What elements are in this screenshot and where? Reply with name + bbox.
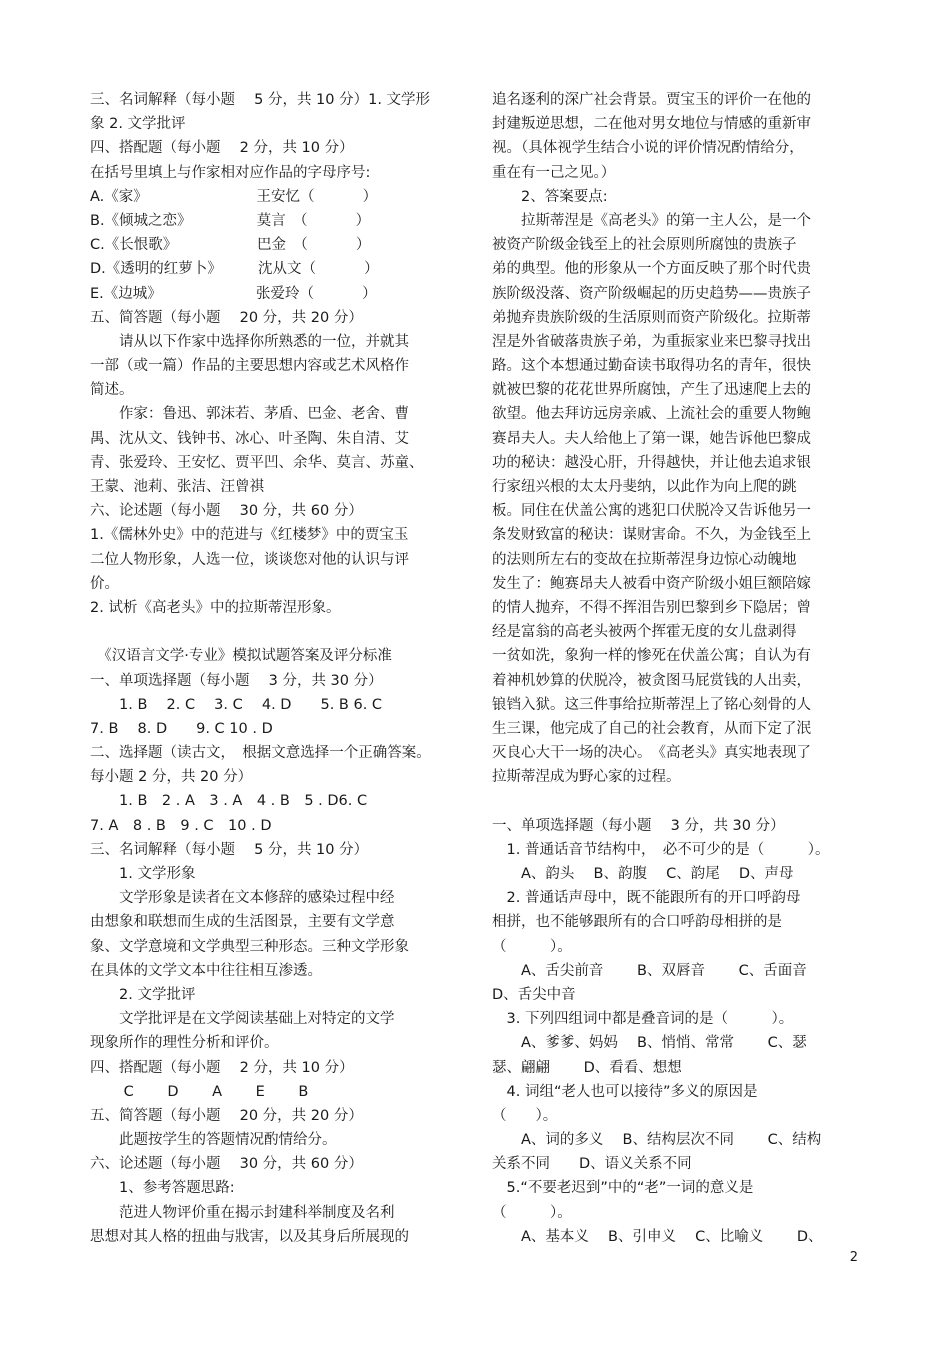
text-line: 1.《儒林外史》中的范进与《红楼梦》中的贾宝玉 xyxy=(90,527,409,544)
text-line: 7. A 8 . B 9 . C 10 . D xyxy=(90,817,272,834)
text-line: 封建叛逆思想，二在他对男女地位与情感的重新审 xyxy=(492,116,811,133)
text-line xyxy=(90,620,462,644)
text-line: A、词的多义 B、结构层次不同 C、结构 xyxy=(492,1132,822,1149)
text-line: 路。这个本想通过勤奋读书取得功名的青年，很快 xyxy=(492,358,811,375)
text-line: 六、论述题（每小题 30 分，共 60 分） xyxy=(90,503,363,520)
text-line: 文学批评是在文学阅读基础上对特定的文学 xyxy=(90,1011,395,1028)
text-line: 行家纽兴根的太太丹斐纳，以此作为向上爬的跳 xyxy=(492,479,797,495)
text-line: 2. 文学批评 xyxy=(90,986,196,1003)
text-line: 1. B 2 . A 3 . A 4 . B 5 . D6. C xyxy=(90,793,368,810)
text-line: 板。同住在伏盖公寓的逃犯口伏脱冷又告诉他另一 xyxy=(492,503,811,520)
text-line xyxy=(492,789,864,813)
text-line: A、爹爹、妈妈 B、悄悄、常常 C、瑟 xyxy=(492,1035,807,1052)
text-line: 相拼，也不能够跟所有的合口呼韵母相拼的是 xyxy=(492,914,782,931)
text-line: 欲望。他去拜访远房亲戚、上流社会的重要人物鲍 xyxy=(492,406,811,423)
text-line: 发生了：鲍赛昂夫人被看中资产阶级小姐巨额陪嫁 xyxy=(492,575,811,592)
text-line: 二、选择题（读古文， 根据文意选择一个正确答案。 xyxy=(90,745,431,762)
text-line: 条发财致富的秘诀：谋财害命。不久，为金钱至上 xyxy=(492,527,811,544)
left-column xyxy=(90,88,462,1249)
text-line: 此题按学生的答题情况酌情给分。 xyxy=(90,1132,337,1149)
text-line: 价。 xyxy=(90,575,119,592)
text-line: 被资产阶级金钱至上的社会原则所腐蚀的贵族子 xyxy=(492,237,797,254)
text-line: A、韵头 B、韵腹 C、韵尾 D、声母 xyxy=(492,866,794,882)
text-line: 一贫如洗，象狗一样的惨死在伏盖公寓；自认为有 xyxy=(492,648,811,665)
text-line: A.《家》 王安忆（ ） xyxy=(90,188,378,205)
text-line: 六、论述题（每小题 30 分，共 60 分） xyxy=(90,1156,363,1173)
text-line: 三、名词解释（每小题 5 分，共 10 分） xyxy=(90,841,369,858)
text-line: 1. 文学形象 xyxy=(90,866,196,882)
text-line: 每小题 2 分，共 20 分） xyxy=(90,769,253,786)
text-line: 一、单项选择题（每小题 3 分，共 30 分） xyxy=(492,817,785,834)
text-line: 思想对其人格的扭曲与戕害，以及其身后所展现的 xyxy=(90,1228,409,1245)
right-column xyxy=(492,88,864,1249)
text-line: 在具体的文学文本中往往相互渗透。 xyxy=(90,962,322,979)
text-line: 2. 试析《高老头》中的拉斯蒂涅形象。 xyxy=(90,599,341,616)
text-line: 就被巴黎的花花世界所腐蚀，产生了迅速爬上去的 xyxy=(492,382,811,399)
text-line: 的法则所左右的变故在拉斯蒂涅身边惊心动魄地 xyxy=(492,551,797,568)
text-line: （ ）。 xyxy=(492,1204,572,1221)
text-line: 2. 普通话声母中，既不能跟所有的开口呼韵母 xyxy=(492,890,801,907)
text-line: 弟抛弃贵族阶级的生活原则而资产阶级化。拉斯蒂 xyxy=(492,309,811,326)
text-line: 文学形象是读者在文本修辞的感染过程中经 xyxy=(90,890,395,907)
text-line: 2、答案要点: xyxy=(492,188,608,205)
text-line: 五、简答题（每小题 20 分，共 20 分） xyxy=(90,309,363,326)
text-line: 3. 下列四组词中都是叠音词的是（ ）。 xyxy=(492,1011,794,1028)
text-line: 简述。 xyxy=(90,382,134,399)
text-line: 4. 词组“老人也可以接待”多义的原因是 xyxy=(492,1083,758,1100)
text-line: 《汉语言文学·专业》模拟试题答案及评分标准 xyxy=(90,648,392,665)
text-line: 锒铛入狱。这三件事给拉斯蒂涅上了铭心刻骨的人 xyxy=(492,696,811,713)
text-line: 着神机妙算的伏脱冷，被贪图马屁赏钱的人出卖， xyxy=(492,672,811,689)
text-line: 四、搭配题（每小题 2 分，共 10 分） xyxy=(90,140,354,157)
text-line: 拉斯蒂涅是《高老头》的第一主人公，是一个 xyxy=(492,212,811,229)
text-line: 在括号里填上与作家相对应作品的字母序号: xyxy=(90,164,371,181)
text-line: 瑟、翩翩 D、看看、想想 xyxy=(492,1059,682,1076)
text-line: 追名逐利的深广社会背景。贾宝玉的评价一在他的 xyxy=(492,92,811,108)
text-line: 王蒙、池莉、张洁、汪曾祺 xyxy=(90,479,264,495)
text-line: D、舌尖中音 xyxy=(492,986,576,1003)
text-line: 请从以下作家中选择你所熟悉的一位，并就其 xyxy=(90,333,409,350)
text-line: 作家：鲁迅、郭沫若、茅盾、巴金、老舍、曹 xyxy=(90,406,409,423)
text-line: 一部（或一篇）作品的主要思想内容或艺术风格作 xyxy=(90,358,409,375)
text-line: 1、参考答题思路: xyxy=(90,1180,235,1197)
text-line: 五、简答题（每小题 20 分，共 20 分） xyxy=(90,1107,363,1124)
page-number: 2 xyxy=(849,1250,858,1265)
text-line: 象 2. 文学批评 xyxy=(90,116,186,133)
text-line: 二位人物形象，人选一位，谈谈您对他的认识与评 xyxy=(90,551,409,568)
text-line: 的情人抛弃，不得不挥泪告别巴黎到乡下隐居；曾 xyxy=(492,599,811,616)
text-line: 涅是外省破落贵族子弟，为重振家业来巴黎寻找出 xyxy=(492,333,811,350)
text-line: 范进人物评价重在揭示封建科举制度及名利 xyxy=(90,1204,395,1221)
text-line: 1. 普通话音节结构中， 必不可少的是（ ）。 xyxy=(492,841,830,858)
text-line: 赛昂夫人。夫人给他上了第一课，她告诉他巴黎成 xyxy=(492,430,811,447)
text-line: 生三课，他完成了自己的社会教育，从而下定了泯 xyxy=(492,720,811,737)
text-line: 拉斯蒂涅成为野心家的过程。 xyxy=(492,769,681,786)
text-line: A、舌尖前音 B、双唇音 C、舌面音 xyxy=(492,962,807,979)
text-line: 7. B 8. D 9. C 10 . D xyxy=(90,720,273,737)
text-line: C.《长恨歌》 巴金 （ ） xyxy=(90,237,371,254)
text-line: 视。（具体视学生结合小说的评价情况酌情给分， xyxy=(492,140,804,157)
text-line: B.《倾城之恋》 莫言 （ ） xyxy=(90,212,371,229)
text-line: 关系不同 D、语义关系不同 xyxy=(492,1156,692,1173)
text-line: A、基本义 B、引申义 C、比喻义 D、 xyxy=(492,1228,823,1245)
text-line: 1. B 2. C 3. C 4. D 5. B 6. C xyxy=(90,696,383,713)
text-line: C D A E B xyxy=(90,1083,309,1100)
text-line: （ ）。 xyxy=(492,1107,558,1124)
text-line: D.《透明的红萝卜》 沈从文（ ） xyxy=(90,261,379,278)
text-line: E.《边城》 张爱玲（ ） xyxy=(90,285,377,302)
text-line: 由想象和联想而生成的生活图景，主要有文学意 xyxy=(90,914,395,931)
text-line: 象、文学意境和文学典型三种形态。三种文学形象 xyxy=(90,938,409,955)
text-line: （ ）。 xyxy=(492,938,572,955)
text-line: 一、单项选择题（每小题 3 分，共 30 分） xyxy=(90,672,383,689)
text-line: 灭良心大干一场的决心。 《高老头》真实地表现了 xyxy=(492,745,811,762)
text-line: 重在有一己之见。） xyxy=(492,164,616,181)
text-line: 现象所作的理性分析和评价。 xyxy=(90,1035,279,1052)
text-line: 四、搭配题（每小题 2 分，共 10 分） xyxy=(90,1059,354,1076)
text-line: 禺、沈从文、钱钟书、冰心、叶圣陶、朱自清、艾 xyxy=(90,430,409,447)
text-line: 经是富翁的高老头被两个挥霍无度的女儿盘剥得 xyxy=(492,624,797,641)
text-line: 族阶级没落、资产阶级崛起的历史趋势——贵族子 xyxy=(492,285,811,302)
text-line: 5.“不要老迟到”中的“老”一词的意义是 xyxy=(492,1180,754,1197)
text-line: 三、名词解释（每小题 5 分，共 10 分）1. 文学形 xyxy=(90,92,431,108)
text-line: 功的秘诀：越没心肝，升得越快，并让他去追求银 xyxy=(492,454,811,471)
text-line: 弟的典型。他的形象从一个方面反映了那个时代贵 xyxy=(492,261,811,278)
text-line: 青、张爱玲、王安忆、贾平凹、余华、莫言、苏童、 xyxy=(90,454,424,471)
